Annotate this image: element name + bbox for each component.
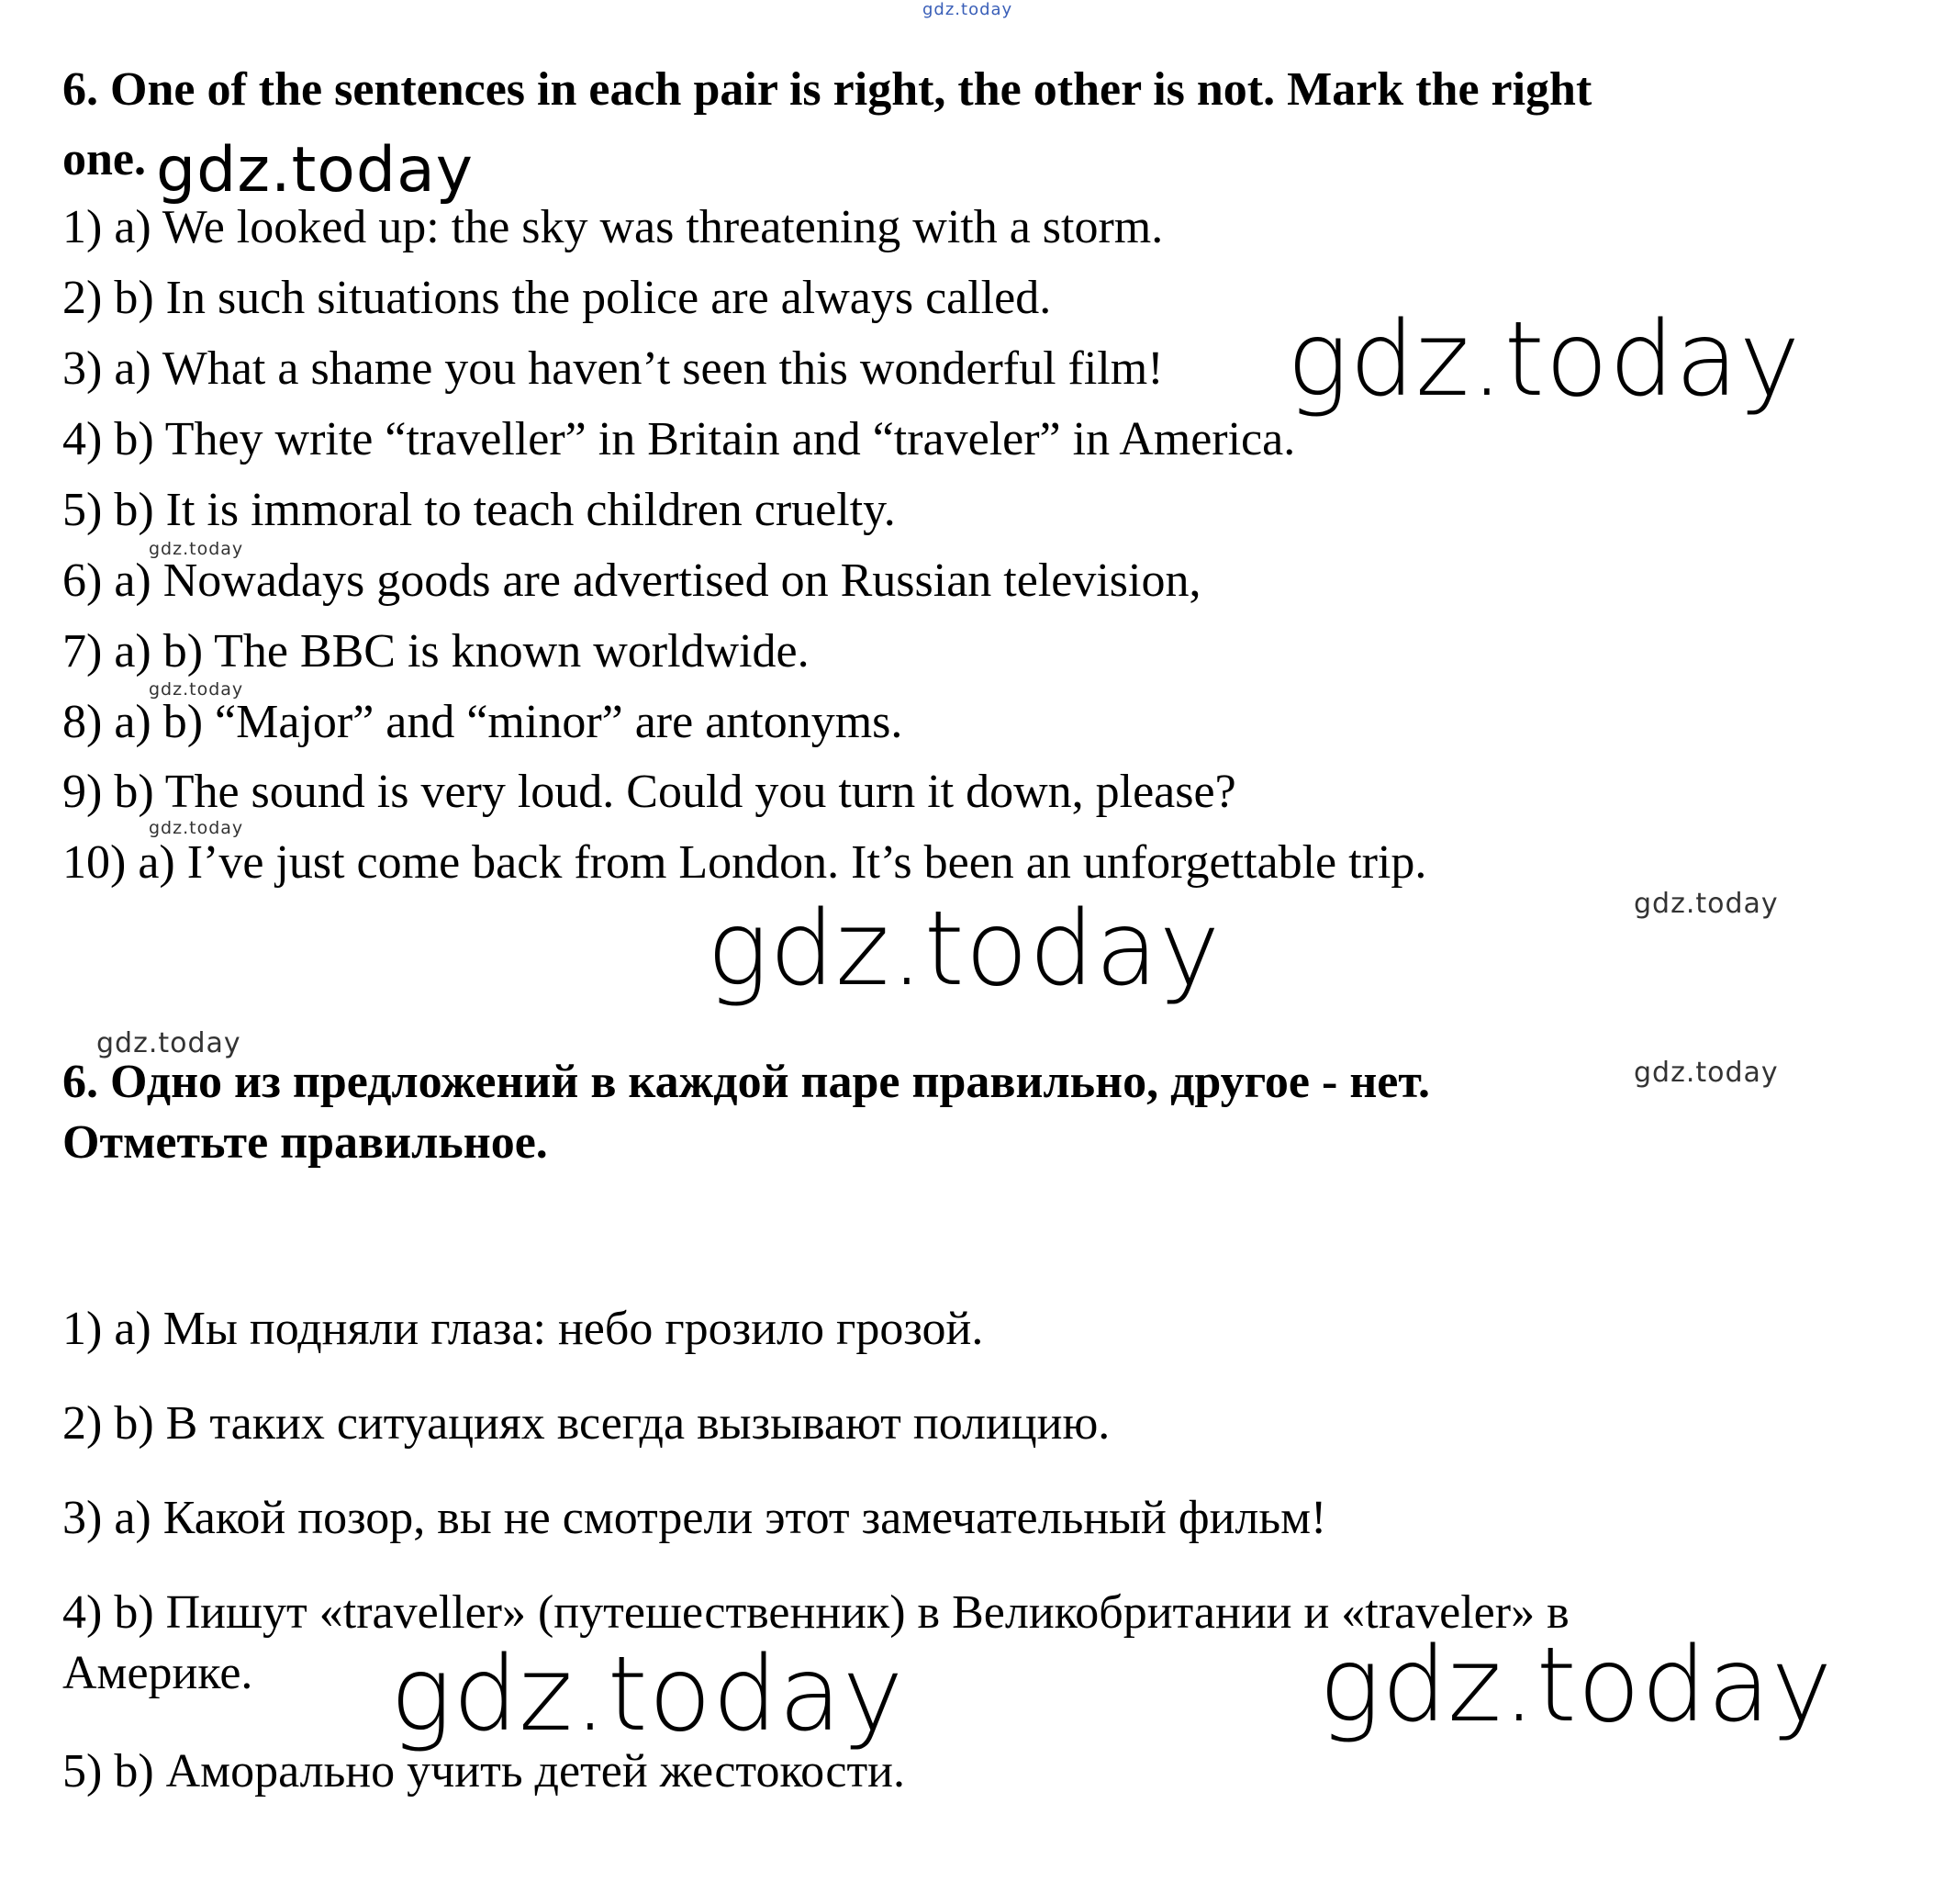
english-item-4: 4) b) They write “traveller” in Britain and “traveler” in America. (62, 413, 1296, 465)
watermark-large-1: gdz.today (1287, 300, 1802, 420)
russian-item-1: 1) a) Мы подняли глаза: небо грозило грозой. (62, 1303, 984, 1355)
russian-heading-line1: 6. Одно из предложений в каждой паре правильно, другое - нет. (62, 1056, 1430, 1108)
watermark-small-3: gdz.today (1634, 1057, 1779, 1089)
english-item-1: 1) a) We looked up: the sky was threatening with a storm. (62, 201, 1164, 253)
english-item-9: 9) b) The sound is very loud. Could you turn it down, please? (62, 766, 1236, 818)
russian-item-4-cont: Америке. (62, 1647, 253, 1699)
watermark-tiny-1: gdz.today (149, 539, 244, 559)
english-item-10: 10) a) I’ve just come back from London. It’s been an unforgettable trip. (62, 836, 1427, 889)
russian-item-3: 3) a) Какой позор, вы не смотрели этот замечательный фильм! (62, 1492, 1327, 1544)
english-item-3: 3) a) What a shame you haven’t seen this wonderful film! (62, 342, 1164, 395)
english-heading-line2: one. (62, 133, 146, 185)
english-item-2: 2) b) In such situations the police are always called. (62, 272, 1052, 324)
english-item-6: 6) a) Nowadays goods are advertised on Russian television, (62, 554, 1201, 607)
russian-heading-line2: Отметьте правильное. (62, 1116, 548, 1169)
watermark-large-3: gdz.today (390, 1635, 905, 1754)
watermark-large-2: gdz.today (707, 890, 1222, 1009)
watermark-tiny-2: gdz.today (149, 679, 244, 700)
watermark-heading: gdz.today (156, 134, 474, 207)
english-item-7: 7) a) b) The BBC is known worldwide. (62, 625, 810, 678)
english-heading-line1: 6. One of the sentences in each pair is right, the other is not. Mark the right (62, 63, 1592, 116)
watermark-small-2: gdz.today (96, 1027, 241, 1059)
english-item-5: 5) b) It is immoral to teach children cruelty. (62, 484, 896, 536)
english-item-8: 8) a) b) “Major” and “minor” are antonyms. (62, 696, 903, 748)
watermark-small-1: gdz.today (1634, 888, 1779, 920)
watermark-large-4: gdz.today (1319, 1626, 1834, 1745)
russian-item-4: 4) b) Пишут «traveller» (путешественник) в Великобритании и «traveler» в (62, 1586, 1570, 1639)
russian-item-5: 5) b) Аморально учить детей жестокости. (62, 1745, 905, 1798)
watermark-top: gdz.today (922, 0, 1013, 19)
watermark-tiny-3: gdz.today (149, 818, 244, 838)
russian-item-2: 2) b) В таких ситуациях всегда вызывают полицию. (62, 1397, 1111, 1450)
